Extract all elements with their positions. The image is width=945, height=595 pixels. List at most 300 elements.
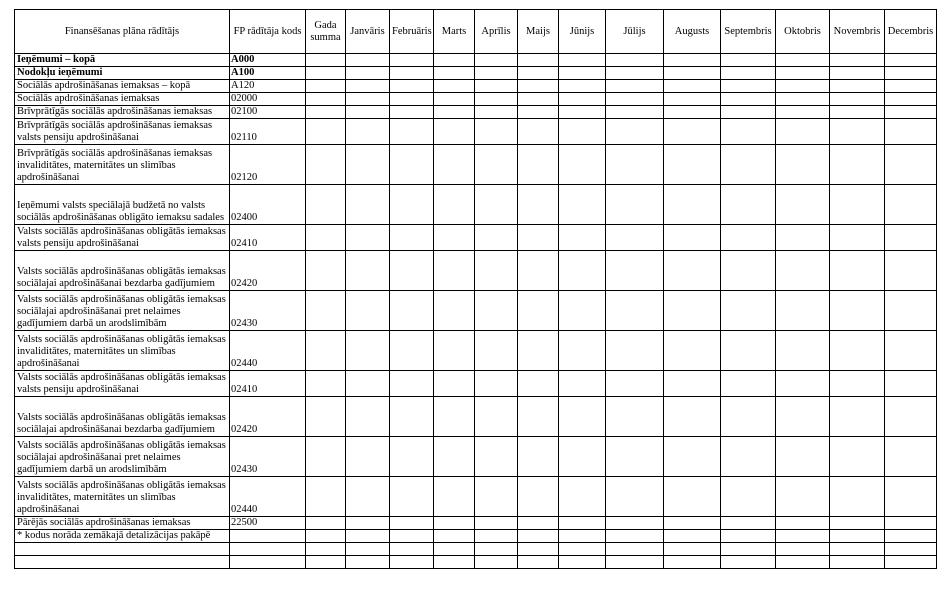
value-cell[interactable] <box>475 119 518 145</box>
value-cell[interactable] <box>776 331 830 371</box>
value-cell[interactable] <box>721 119 776 145</box>
value-cell[interactable] <box>664 106 721 119</box>
value-cell[interactable] <box>559 291 606 331</box>
value-cell[interactable] <box>390 93 434 106</box>
value-cell[interactable] <box>606 371 664 397</box>
value-cell[interactable] <box>346 251 390 291</box>
value-cell[interactable] <box>664 517 721 530</box>
table-row <box>15 106 937 119</box>
value-cell[interactable] <box>830 556 885 569</box>
value-cell[interactable] <box>885 145 937 185</box>
value-cell[interactable] <box>559 93 606 106</box>
value-cell[interactable] <box>776 477 830 517</box>
value-cell[interactable] <box>830 397 885 437</box>
value-cell[interactable] <box>721 145 776 185</box>
table-row <box>15 251 937 291</box>
value-cell[interactable] <box>475 331 518 371</box>
blank-row <box>15 543 937 556</box>
value-cell[interactable] <box>606 119 664 145</box>
value-cell[interactable] <box>346 119 390 145</box>
value-cell[interactable] <box>230 530 306 543</box>
value-cell[interactable] <box>475 371 518 397</box>
value-cell[interactable] <box>885 371 937 397</box>
value-cell[interactable] <box>830 251 885 291</box>
value-cell[interactable] <box>230 556 306 569</box>
value-cell[interactable] <box>559 477 606 517</box>
value-cell[interactable] <box>721 331 776 371</box>
value-cell[interactable] <box>776 397 830 437</box>
value-cell[interactable] <box>306 556 346 569</box>
value-cell[interactable] <box>830 291 885 331</box>
value-cell[interactable] <box>606 54 664 67</box>
value-cell[interactable] <box>390 185 434 225</box>
value-cell[interactable] <box>559 80 606 93</box>
value-cell[interactable] <box>885 54 937 67</box>
header-annual-sum: Gada summa <box>306 10 346 54</box>
value-cell[interactable] <box>518 517 559 530</box>
value-cell[interactable] <box>721 67 776 80</box>
value-cell[interactable] <box>721 543 776 556</box>
value-cell[interactable] <box>518 397 559 437</box>
value-cell[interactable] <box>664 54 721 67</box>
value-cell[interactable] <box>390 331 434 371</box>
value-cell[interactable] <box>306 291 346 331</box>
value-cell[interactable] <box>346 225 390 251</box>
value-cell[interactable] <box>721 106 776 119</box>
value-cell[interactable] <box>606 530 664 543</box>
value-cell[interactable] <box>475 106 518 119</box>
value-cell[interactable] <box>664 291 721 331</box>
value-cell[interactable] <box>390 437 434 477</box>
value-cell[interactable] <box>606 93 664 106</box>
value-cell[interactable] <box>230 543 306 556</box>
value-cell[interactable] <box>885 517 937 530</box>
value-cell[interactable] <box>776 106 830 119</box>
value-cell[interactable] <box>776 517 830 530</box>
value-cell[interactable] <box>475 67 518 80</box>
header-month: Februāris <box>390 10 434 54</box>
value-cell[interactable] <box>664 93 721 106</box>
value-cell[interactable] <box>776 530 830 543</box>
value-cell[interactable] <box>390 106 434 119</box>
value-cell[interactable] <box>346 331 390 371</box>
value-cell[interactable] <box>664 225 721 251</box>
value-cell[interactable] <box>885 477 937 517</box>
indicator-label: Nodokļu ieņēmumi <box>15 67 230 80</box>
value-cell[interactable] <box>434 80 475 93</box>
value-cell[interactable] <box>306 119 346 145</box>
value-cell[interactable] <box>830 106 885 119</box>
value-cell[interactable] <box>559 106 606 119</box>
indicator-code: 02440 <box>230 477 306 517</box>
value-cell[interactable] <box>434 530 475 543</box>
value-cell[interactable] <box>776 80 830 93</box>
value-cell[interactable] <box>434 371 475 397</box>
value-cell[interactable] <box>776 93 830 106</box>
value-cell[interactable] <box>606 80 664 93</box>
value-cell[interactable] <box>306 54 346 67</box>
value-cell[interactable] <box>434 251 475 291</box>
value-cell[interactable] <box>830 543 885 556</box>
value-cell[interactable] <box>606 251 664 291</box>
value-cell[interactable] <box>475 291 518 331</box>
value-cell[interactable] <box>606 106 664 119</box>
value-cell[interactable] <box>346 291 390 331</box>
value-cell[interactable] <box>346 185 390 225</box>
indicator-code: A120 <box>230 80 306 93</box>
value-cell[interactable] <box>518 80 559 93</box>
header-indicator: Finansēšanas plāna rādītājs <box>15 10 230 54</box>
value-cell[interactable] <box>664 530 721 543</box>
value-cell[interactable] <box>559 556 606 569</box>
value-cell[interactable] <box>885 106 937 119</box>
indicator-code: 02110 <box>230 119 306 145</box>
value-cell[interactable] <box>606 331 664 371</box>
value-cell[interactable] <box>390 119 434 145</box>
value-cell[interactable] <box>518 119 559 145</box>
value-cell[interactable] <box>559 397 606 437</box>
value-cell[interactable] <box>830 530 885 543</box>
value-cell[interactable] <box>475 185 518 225</box>
value-cell[interactable] <box>518 371 559 397</box>
value-cell[interactable] <box>776 543 830 556</box>
value-cell[interactable] <box>390 477 434 517</box>
value-cell[interactable] <box>776 119 830 145</box>
value-cell[interactable] <box>606 291 664 331</box>
value-cell[interactable] <box>776 437 830 477</box>
value-cell[interactable] <box>664 371 721 397</box>
value-cell[interactable] <box>885 437 937 477</box>
value-cell[interactable] <box>346 530 390 543</box>
value-cell[interactable] <box>830 185 885 225</box>
value-cell[interactable] <box>15 556 230 569</box>
value-cell[interactable] <box>390 251 434 291</box>
value-cell[interactable] <box>830 54 885 67</box>
value-cell[interactable] <box>518 225 559 251</box>
value-cell[interactable] <box>830 119 885 145</box>
value-cell[interactable] <box>776 291 830 331</box>
value-cell[interactable] <box>606 437 664 477</box>
value-cell[interactable] <box>830 145 885 185</box>
value-cell[interactable] <box>664 67 721 80</box>
value-cell[interactable] <box>475 437 518 477</box>
value-cell[interactable] <box>434 477 475 517</box>
value-cell[interactable] <box>885 331 937 371</box>
value-cell[interactable] <box>518 54 559 67</box>
value-cell[interactable] <box>306 145 346 185</box>
value-cell[interactable] <box>721 185 776 225</box>
value-cell[interactable] <box>885 291 937 331</box>
value-cell[interactable] <box>606 543 664 556</box>
value-cell[interactable] <box>885 225 937 251</box>
indicator-label: Sociālās apdrošināšanas iemaksas <box>15 93 230 106</box>
footnote-text: * kodus norāda zemākajā detalizācijas pakāpē <box>15 530 230 543</box>
indicator-label: Valsts sociālās apdrošināšanas obligātās iemaksas valsts pensiju apdrošināšanai <box>15 225 230 251</box>
table-row <box>15 119 937 145</box>
value-cell[interactable] <box>559 251 606 291</box>
value-cell[interactable] <box>776 556 830 569</box>
value-cell[interactable] <box>721 54 776 67</box>
value-cell[interactable] <box>434 145 475 185</box>
value-cell[interactable] <box>664 119 721 145</box>
value-cell[interactable] <box>346 371 390 397</box>
value-cell[interactable] <box>776 54 830 67</box>
value-cell[interactable] <box>434 225 475 251</box>
value-cell[interactable] <box>518 477 559 517</box>
value-cell[interactable] <box>346 477 390 517</box>
value-cell[interactable] <box>830 437 885 477</box>
value-cell[interactable] <box>721 291 776 331</box>
value-cell[interactable] <box>306 331 346 371</box>
indicator-code: 02410 <box>230 225 306 251</box>
value-cell[interactable] <box>664 437 721 477</box>
header-month: Septembris <box>721 10 776 54</box>
table-row <box>15 225 937 251</box>
value-cell[interactable] <box>434 67 475 80</box>
value-cell[interactable] <box>830 67 885 80</box>
value-cell[interactable] <box>390 54 434 67</box>
value-cell[interactable] <box>830 93 885 106</box>
value-cell[interactable] <box>434 185 475 225</box>
value-cell[interactable] <box>306 437 346 477</box>
value-cell[interactable] <box>885 556 937 569</box>
value-cell[interactable] <box>885 251 937 291</box>
value-cell[interactable] <box>475 225 518 251</box>
value-cell[interactable] <box>390 145 434 185</box>
value-cell[interactable] <box>606 67 664 80</box>
value-cell[interactable] <box>885 185 937 225</box>
value-cell[interactable] <box>475 530 518 543</box>
value-cell[interactable] <box>434 556 475 569</box>
value-cell[interactable] <box>559 67 606 80</box>
value-cell[interactable] <box>664 397 721 437</box>
value-cell[interactable] <box>390 371 434 397</box>
value-cell[interactable] <box>721 556 776 569</box>
value-cell[interactable] <box>306 185 346 225</box>
value-cell[interactable] <box>885 119 937 145</box>
value-cell[interactable] <box>390 543 434 556</box>
value-cell[interactable] <box>830 331 885 371</box>
value-cell[interactable] <box>830 225 885 251</box>
indicator-code: 02410 <box>230 371 306 397</box>
value-cell[interactable] <box>518 530 559 543</box>
value-cell[interactable] <box>346 543 390 556</box>
indicator-label: Valsts sociālās apdrošināšanas obligātās iemaksas valsts pensiju apdrošināšanai <box>15 371 230 397</box>
header-month: Maijs <box>518 10 559 54</box>
value-cell[interactable] <box>830 517 885 530</box>
value-cell[interactable] <box>390 556 434 569</box>
value-cell[interactable] <box>606 145 664 185</box>
value-cell[interactable] <box>559 517 606 530</box>
value-cell[interactable] <box>721 225 776 251</box>
value-cell[interactable] <box>475 543 518 556</box>
value-cell[interactable] <box>559 530 606 543</box>
value-cell[interactable] <box>346 437 390 477</box>
value-cell[interactable] <box>306 530 346 543</box>
value-cell[interactable] <box>475 517 518 530</box>
value-cell[interactable] <box>885 397 937 437</box>
value-cell[interactable] <box>664 80 721 93</box>
value-cell[interactable] <box>434 119 475 145</box>
indicator-label: Valsts sociālās apdrošināšanas obligātās iemaksas sociālajai apdrošināšanai pret nelaimes gadījumiem darbā un arodslimībām <box>15 291 230 331</box>
value-cell[interactable] <box>518 543 559 556</box>
value-cell[interactable] <box>776 67 830 80</box>
value-cell[interactable] <box>434 291 475 331</box>
value-cell[interactable] <box>721 397 776 437</box>
value-cell[interactable] <box>830 80 885 93</box>
value-cell[interactable] <box>390 530 434 543</box>
value-cell[interactable] <box>306 543 346 556</box>
value-cell[interactable] <box>518 67 559 80</box>
value-cell[interactable] <box>475 93 518 106</box>
value-cell[interactable] <box>559 371 606 397</box>
value-cell[interactable] <box>664 556 721 569</box>
value-cell[interactable] <box>390 291 434 331</box>
value-cell[interactable] <box>434 397 475 437</box>
value-cell[interactable] <box>475 556 518 569</box>
value-cell[interactable] <box>390 80 434 93</box>
header-month: Jūlijs <box>606 10 664 54</box>
value-cell[interactable] <box>434 54 475 67</box>
value-cell[interactable] <box>885 80 937 93</box>
value-cell[interactable] <box>664 543 721 556</box>
value-cell[interactable] <box>664 145 721 185</box>
value-cell[interactable] <box>434 93 475 106</box>
value-cell[interactable] <box>475 477 518 517</box>
value-cell[interactable] <box>776 145 830 185</box>
value-cell[interactable] <box>721 371 776 397</box>
value-cell[interactable] <box>518 331 559 371</box>
header-code: FP rādītāja kods <box>230 10 306 54</box>
value-cell[interactable] <box>346 397 390 437</box>
value-cell[interactable] <box>306 517 346 530</box>
value-cell[interactable] <box>559 119 606 145</box>
value-cell[interactable] <box>518 556 559 569</box>
value-cell[interactable] <box>346 67 390 80</box>
indicator-code: 02400 <box>230 185 306 225</box>
value-cell[interactable] <box>390 67 434 80</box>
value-cell[interactable] <box>475 251 518 291</box>
value-cell[interactable] <box>721 80 776 93</box>
value-cell[interactable] <box>306 80 346 93</box>
value-cell[interactable] <box>606 477 664 517</box>
value-cell[interactable] <box>606 397 664 437</box>
value-cell[interactable] <box>346 556 390 569</box>
value-cell[interactable] <box>434 517 475 530</box>
table-row <box>15 185 937 225</box>
value-cell[interactable] <box>306 106 346 119</box>
value-cell[interactable] <box>776 251 830 291</box>
value-cell[interactable] <box>518 185 559 225</box>
value-cell[interactable] <box>475 54 518 67</box>
value-cell[interactable] <box>776 185 830 225</box>
indicator-code: 02100 <box>230 106 306 119</box>
value-cell[interactable] <box>830 371 885 397</box>
value-cell[interactable] <box>606 556 664 569</box>
indicator-label: Valsts sociālās apdrošināšanas obligātās iemaksas sociālajai apdrošināšanai pret nelaimes gadījumiem darbā un arodslimībām <box>15 437 230 477</box>
value-cell[interactable] <box>721 530 776 543</box>
value-cell[interactable] <box>306 397 346 437</box>
value-cell[interactable] <box>559 437 606 477</box>
value-cell[interactable] <box>475 80 518 93</box>
value-cell[interactable] <box>664 477 721 517</box>
value-cell[interactable] <box>721 93 776 106</box>
value-cell[interactable] <box>885 67 937 80</box>
value-cell[interactable] <box>306 67 346 80</box>
value-cell[interactable] <box>559 225 606 251</box>
indicator-code: 02440 <box>230 331 306 371</box>
value-cell[interactable] <box>434 106 475 119</box>
value-cell[interactable] <box>346 106 390 119</box>
value-cell[interactable] <box>518 106 559 119</box>
indicator-code: 02430 <box>230 291 306 331</box>
indicator-code: 02420 <box>230 397 306 437</box>
value-cell[interactable] <box>721 517 776 530</box>
value-cell[interactable] <box>606 185 664 225</box>
value-cell[interactable] <box>559 543 606 556</box>
value-cell[interactable] <box>721 437 776 477</box>
blank-row <box>15 556 937 569</box>
value-cell[interactable] <box>306 477 346 517</box>
value-cell[interactable] <box>518 93 559 106</box>
value-cell[interactable] <box>606 517 664 530</box>
value-cell[interactable] <box>885 93 937 106</box>
value-cell[interactable] <box>518 437 559 477</box>
indicator-label: Sociālās apdrošināšanas iemaksas – kopā <box>15 80 230 93</box>
value-cell[interactable] <box>346 93 390 106</box>
value-cell[interactable] <box>390 517 434 530</box>
value-cell[interactable] <box>306 225 346 251</box>
value-cell[interactable] <box>390 397 434 437</box>
value-cell[interactable] <box>346 517 390 530</box>
value-cell[interactable] <box>434 543 475 556</box>
value-cell[interactable] <box>518 145 559 185</box>
value-cell[interactable] <box>15 543 230 556</box>
value-cell[interactable] <box>664 251 721 291</box>
value-cell[interactable] <box>776 225 830 251</box>
value-cell[interactable] <box>306 371 346 397</box>
value-cell[interactable] <box>559 331 606 371</box>
value-cell[interactable] <box>390 225 434 251</box>
value-cell[interactable] <box>721 251 776 291</box>
value-cell[interactable] <box>346 80 390 93</box>
value-cell[interactable] <box>776 371 830 397</box>
value-cell[interactable] <box>434 437 475 477</box>
value-cell[interactable] <box>475 397 518 437</box>
value-cell[interactable] <box>664 331 721 371</box>
value-cell[interactable] <box>306 93 346 106</box>
value-cell[interactable] <box>346 54 390 67</box>
value-cell[interactable] <box>885 530 937 543</box>
indicator-code: 02420 <box>230 251 306 291</box>
value-cell[interactable] <box>830 477 885 517</box>
value-cell[interactable] <box>664 185 721 225</box>
value-cell[interactable] <box>606 225 664 251</box>
value-cell[interactable] <box>559 145 606 185</box>
indicator-code: 02430 <box>230 437 306 477</box>
value-cell[interactable] <box>475 145 518 185</box>
value-cell[interactable] <box>559 185 606 225</box>
value-cell[interactable] <box>306 251 346 291</box>
financing-plan-table <box>14 9 937 569</box>
value-cell[interactable] <box>434 331 475 371</box>
value-cell[interactable] <box>346 145 390 185</box>
value-cell[interactable] <box>518 291 559 331</box>
value-cell[interactable] <box>559 54 606 67</box>
value-cell[interactable] <box>885 543 937 556</box>
value-cell[interactable] <box>721 477 776 517</box>
value-cell[interactable] <box>518 251 559 291</box>
